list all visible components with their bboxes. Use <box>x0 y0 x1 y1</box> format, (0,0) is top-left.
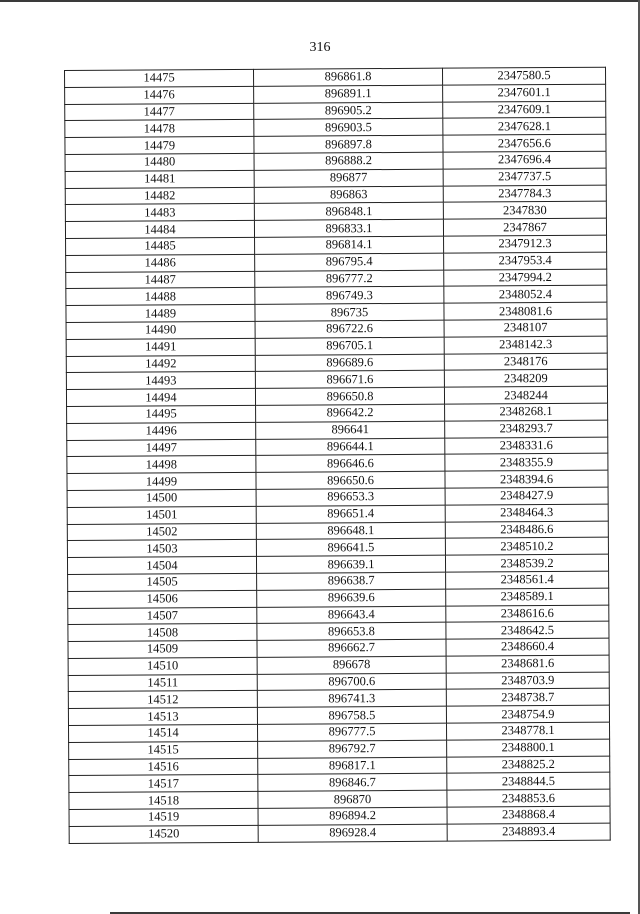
y-coordinate-cell: 2348681.6 <box>446 655 609 673</box>
point-id-cell: 14491 <box>66 338 255 356</box>
x-coordinate-cell: 896678 <box>257 656 446 674</box>
point-id-cell: 14494 <box>66 388 255 406</box>
y-coordinate-cell: 2348268.1 <box>445 403 608 421</box>
x-coordinate-cell: 896735 <box>255 303 444 321</box>
point-id-cell: 14520 <box>69 825 258 843</box>
x-coordinate-cell: 896863 <box>254 186 443 204</box>
y-coordinate-cell: 2348052.4 <box>444 286 607 304</box>
y-coordinate-cell: 2347601.1 <box>443 84 606 102</box>
point-id-cell: 14514 <box>69 724 258 742</box>
x-coordinate-cell: 896888.2 <box>254 152 443 170</box>
x-coordinate-cell: 896777.2 <box>255 270 444 288</box>
x-coordinate-cell: 896722.6 <box>255 320 444 338</box>
y-coordinate-cell: 2347628.1 <box>443 118 606 136</box>
point-id-cell: 14475 <box>65 69 254 87</box>
point-id-cell: 14485 <box>66 237 255 255</box>
x-coordinate-cell: 896653.8 <box>257 622 446 640</box>
point-id-cell: 14500 <box>67 489 256 507</box>
y-coordinate-cell: 2348589.1 <box>446 588 609 606</box>
x-coordinate-cell: 896894.2 <box>258 807 447 825</box>
y-coordinate-cell: 2348738.7 <box>446 689 609 707</box>
coordinates-table-body <box>65 67 611 843</box>
y-coordinate-cell: 2348209 <box>444 370 607 388</box>
point-id-cell: 14499 <box>67 472 256 490</box>
x-coordinate-cell: 896749.3 <box>255 287 444 305</box>
x-coordinate-cell: 896638.7 <box>257 572 446 590</box>
x-coordinate-cell: 896891.1 <box>254 85 443 103</box>
y-coordinate-cell: 2348844.5 <box>447 773 610 791</box>
point-id-cell: 14505 <box>68 573 257 591</box>
point-id-cell: 14476 <box>65 86 254 104</box>
x-coordinate-cell: 896651.4 <box>256 505 445 523</box>
y-coordinate-cell: 2347830 <box>443 202 606 220</box>
y-coordinate-cell: 2348825.2 <box>447 756 610 774</box>
point-id-cell: 14513 <box>68 708 257 726</box>
point-id-cell: 14488 <box>66 288 255 306</box>
y-coordinate-cell: 2348703.9 <box>446 672 609 690</box>
y-coordinate-cell: 2348853.6 <box>447 789 610 807</box>
y-coordinate-cell: 2348778.1 <box>446 722 609 740</box>
x-coordinate-cell: 896662.7 <box>257 639 446 657</box>
point-id-cell: 14493 <box>66 372 255 390</box>
x-coordinate-cell: 896641 <box>256 421 445 439</box>
point-id-cell: 14479 <box>65 137 254 155</box>
x-coordinate-cell: 896671.6 <box>255 371 444 389</box>
x-coordinate-cell: 896848.1 <box>254 203 443 221</box>
point-id-cell: 14501 <box>67 506 256 524</box>
y-coordinate-cell: 2348355.9 <box>445 454 608 472</box>
x-coordinate-cell: 896650.8 <box>255 387 444 405</box>
x-coordinate-cell: 896817.1 <box>258 757 447 775</box>
y-coordinate-cell: 2348142.3 <box>444 336 607 354</box>
point-id-cell: 14482 <box>65 187 254 205</box>
point-id-cell: 14507 <box>68 607 257 625</box>
y-coordinate-cell: 2348893.4 <box>447 823 610 841</box>
y-coordinate-cell: 2347656.6 <box>443 134 606 152</box>
y-coordinate-cell: 2348800.1 <box>447 739 610 757</box>
table-row <box>69 823 610 843</box>
x-coordinate-cell: 896644.1 <box>256 438 445 456</box>
point-id-cell: 14508 <box>68 624 257 642</box>
y-coordinate-cell: 2347737.5 <box>443 168 606 186</box>
point-id-cell: 14504 <box>67 556 256 574</box>
coordinates-table <box>64 67 611 844</box>
x-coordinate-cell: 896689.6 <box>255 354 444 372</box>
point-id-cell: 14495 <box>67 405 256 423</box>
point-id-cell: 14477 <box>65 103 254 121</box>
x-coordinate-cell: 896639.1 <box>256 555 445 573</box>
x-coordinate-cell: 896758.5 <box>257 706 446 724</box>
x-coordinate-cell: 896639.6 <box>257 589 446 607</box>
point-id-cell: 14509 <box>68 640 257 658</box>
point-id-cell: 14502 <box>67 523 256 541</box>
y-coordinate-cell: 2348331.6 <box>445 437 608 455</box>
point-id-cell: 14511 <box>68 674 257 692</box>
y-coordinate-cell: 2348394.6 <box>445 470 608 488</box>
x-coordinate-cell: 896897.8 <box>254 135 443 153</box>
y-coordinate-cell: 2347867 <box>443 218 606 236</box>
y-coordinate-cell: 2348660.4 <box>446 638 609 656</box>
point-id-cell: 14484 <box>65 221 254 239</box>
x-coordinate-cell: 896833.1 <box>254 219 443 237</box>
x-coordinate-cell: 896792.7 <box>258 740 447 758</box>
y-coordinate-cell: 2348427.9 <box>445 487 608 505</box>
x-coordinate-cell: 896705.1 <box>255 337 444 355</box>
point-id-cell: 14510 <box>68 657 257 675</box>
x-coordinate-cell: 896650.6 <box>256 471 445 489</box>
y-coordinate-cell: 2347953.4 <box>444 252 607 270</box>
point-id-cell: 14518 <box>69 792 258 810</box>
point-id-cell: 14496 <box>67 422 256 440</box>
x-coordinate-cell: 896653.3 <box>256 488 445 506</box>
point-id-cell: 14480 <box>65 153 254 171</box>
point-id-cell: 14490 <box>66 321 255 339</box>
x-coordinate-cell: 896905.2 <box>254 102 443 120</box>
point-id-cell: 14497 <box>67 439 256 457</box>
x-coordinate-cell: 896643.4 <box>257 606 446 624</box>
y-coordinate-cell: 2348176 <box>444 353 607 371</box>
y-coordinate-cell: 2348616.6 <box>446 605 609 623</box>
point-id-cell: 14489 <box>66 304 255 322</box>
point-id-cell: 14498 <box>67 456 256 474</box>
y-coordinate-cell: 2348510.2 <box>445 537 608 555</box>
scan-edge-top <box>0 0 640 2</box>
y-coordinate-cell: 2347994.2 <box>444 269 607 287</box>
y-coordinate-cell: 2348293.7 <box>445 420 608 438</box>
point-id-cell: 14483 <box>65 204 254 222</box>
point-id-cell: 14487 <box>66 271 255 289</box>
point-id-cell: 14481 <box>65 170 254 188</box>
y-coordinate-cell: 2347784.3 <box>443 185 606 203</box>
x-coordinate-cell: 896648.1 <box>256 522 445 540</box>
y-coordinate-cell: 2348464.3 <box>445 504 608 522</box>
x-coordinate-cell: 896700.6 <box>257 673 446 691</box>
x-coordinate-cell: 896861.8 <box>253 68 442 86</box>
x-coordinate-cell: 896641.5 <box>256 538 445 556</box>
y-coordinate-cell: 2348244 <box>444 386 607 404</box>
point-id-cell: 14492 <box>66 355 255 373</box>
y-coordinate-cell: 2348539.2 <box>445 554 608 572</box>
point-id-cell: 14515 <box>69 741 258 759</box>
y-coordinate-cell: 2348754.9 <box>446 705 609 723</box>
x-coordinate-cell: 896777.5 <box>258 723 447 741</box>
x-coordinate-cell: 896795.4 <box>255 253 444 271</box>
y-coordinate-cell: 2348561.4 <box>446 571 609 589</box>
y-coordinate-cell: 2348486.6 <box>445 521 608 539</box>
y-coordinate-cell: 2347580.5 <box>442 67 605 85</box>
y-coordinate-cell: 2347912.3 <box>444 235 607 253</box>
x-coordinate-cell: 896741.3 <box>257 690 446 708</box>
point-id-cell: 14517 <box>69 775 258 793</box>
x-coordinate-cell: 896870 <box>258 790 447 808</box>
y-coordinate-cell: 2347609.1 <box>443 101 606 119</box>
x-coordinate-cell: 896646.6 <box>256 455 445 473</box>
y-coordinate-cell: 2348642.5 <box>446 621 609 639</box>
point-id-cell: 14486 <box>66 254 255 272</box>
y-coordinate-cell: 2348081.6 <box>444 302 607 320</box>
point-id-cell: 14512 <box>68 691 257 709</box>
y-coordinate-cell: 2347696.4 <box>443 151 606 169</box>
point-id-cell: 14478 <box>65 120 254 138</box>
x-coordinate-cell: 896903.5 <box>254 119 443 137</box>
point-id-cell: 14503 <box>67 540 256 558</box>
x-coordinate-cell: 896846.7 <box>258 774 447 792</box>
point-id-cell: 14506 <box>68 590 257 608</box>
point-id-cell: 14519 <box>69 808 258 826</box>
x-coordinate-cell: 896642.2 <box>256 404 445 422</box>
x-coordinate-cell: 896814.1 <box>255 236 444 254</box>
x-coordinate-cell: 896928.4 <box>258 824 447 842</box>
y-coordinate-cell: 2348107 <box>444 319 607 337</box>
y-coordinate-cell: 2348868.4 <box>447 806 610 824</box>
page-number: 316 <box>309 40 331 55</box>
point-id-cell: 14516 <box>69 758 258 776</box>
x-coordinate-cell: 896877 <box>254 169 443 187</box>
